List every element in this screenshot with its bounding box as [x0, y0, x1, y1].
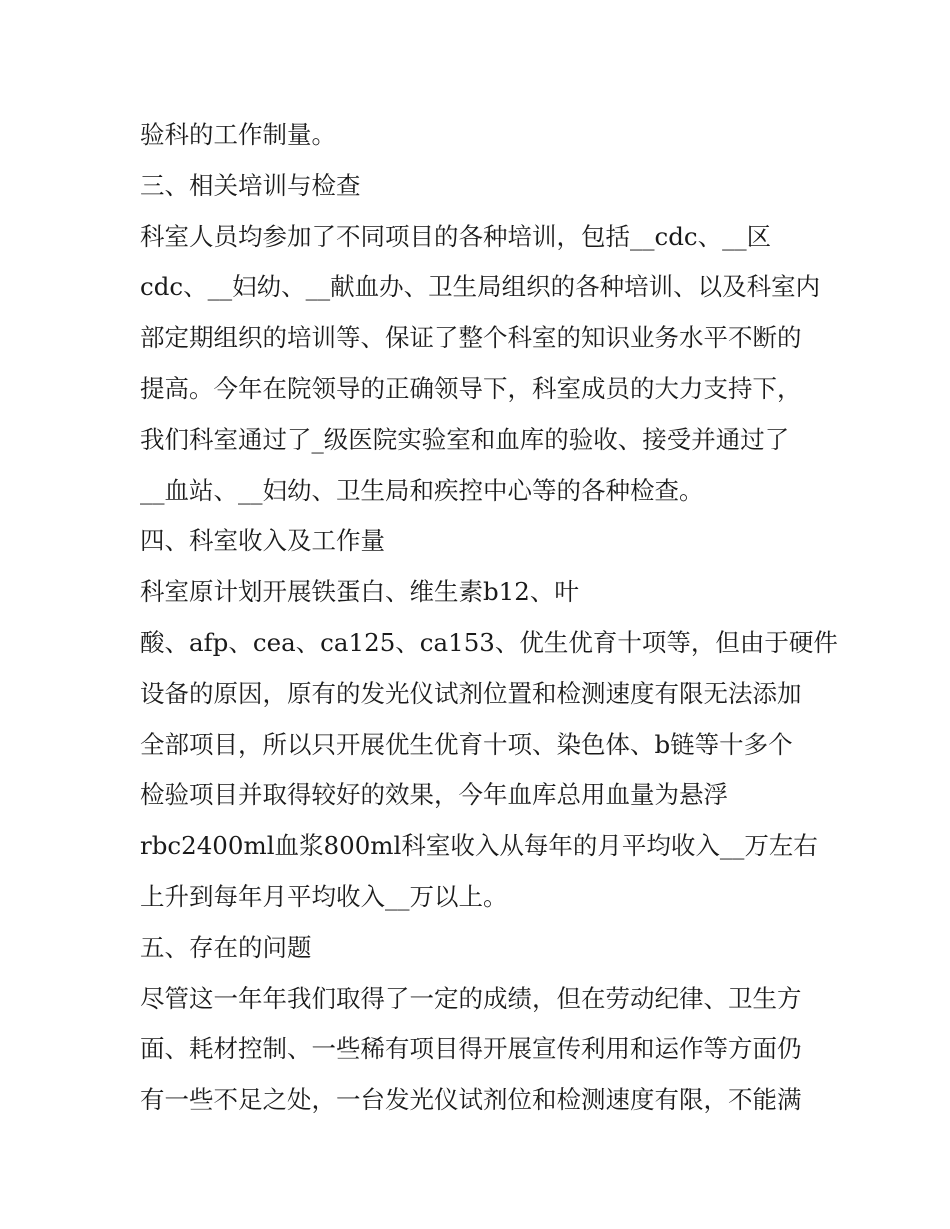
text-line: rbc2400ml血浆800ml科室收入从每年的月平均收入__万左右	[140, 831, 818, 861]
text-line: cdc、__妇幼、__献血办、卫生局组织的各种培训、以及科室内	[140, 272, 821, 302]
document-body	[140, 110, 838, 1126]
text-line: 科室人员均参加了不同项目的各种培训，包括__cdc、__区	[140, 221, 772, 251]
text-line: 验科的工作制量。	[140, 120, 336, 149]
text-line: 检验项目并取得较好的效果，今年血库总用血量为悬浮	[140, 780, 728, 810]
text-line: 面、耗材控制、一些稀有项目得开展宣传利用和运作等方面仍	[140, 1034, 802, 1064]
text-line: 酸、afp、cea、ca125、ca153、优生优育十项等，但由于硬件	[140, 627, 838, 657]
text-line: 我们科室通过了_级医院实验室和血库的验收、接受并通过了	[140, 424, 790, 454]
text-line: 上升到每年月平均收入__万以上。	[140, 881, 508, 911]
text-line: 尽管这一年年我们取得了一定的成绩，但在劳动纪律、卫生方	[140, 983, 802, 1013]
text-line: 设备的原因，原有的发光仪试剂位置和检测速度有限无法添加	[140, 678, 802, 708]
text-line: __血站、__妇幼、卫生局和疾控中心等的各种检查。	[140, 475, 704, 505]
text-line: 提高。今年在院领导的正确领导下，科室成员的大力支持下，	[140, 373, 802, 403]
text-line: 有一些不足之处，一台发光仪试剂位和检测速度有限，不能满	[140, 1085, 802, 1115]
text-line: 科室原计划开展铁蛋白、维生素b12、叶	[140, 577, 579, 607]
section-heading: 四、科室收入及工作量	[140, 526, 385, 556]
text-line: 全部项目，所以只开展优生优育十项、染色体、b链等十多个	[140, 729, 793, 759]
section-heading: 五、存在的问题	[140, 932, 312, 962]
section-heading: 三、相关培训与检查	[140, 170, 361, 200]
text-line: 部定期组织的培训等、保证了整个科室的知识业务水平不断的	[140, 323, 802, 353]
